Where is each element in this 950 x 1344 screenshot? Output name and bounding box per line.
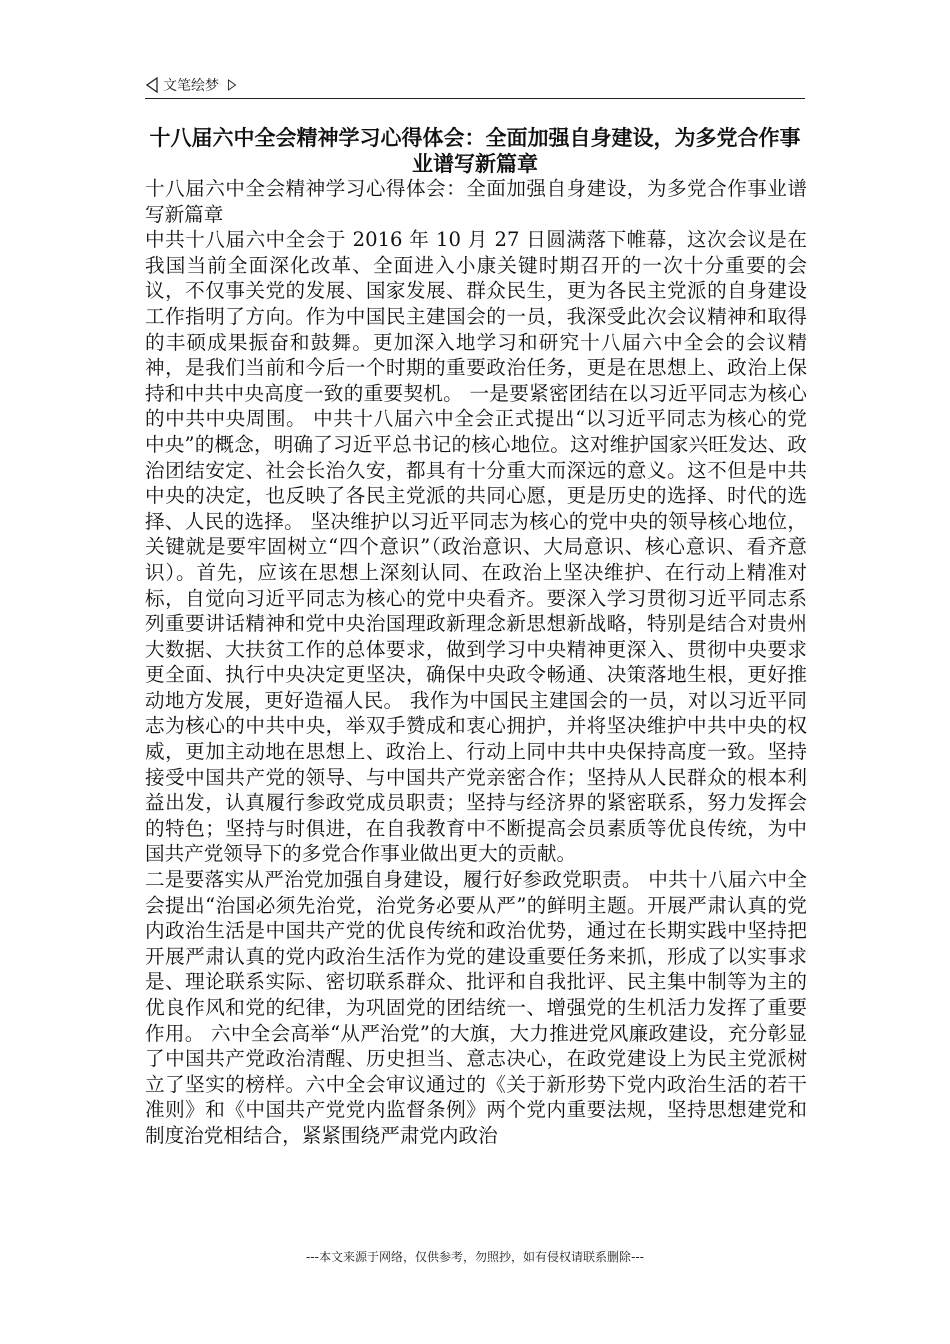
triangle-left-icon: [145, 77, 159, 93]
header-brand: [145, 75, 237, 95]
page-footer: ---本文来源于网络，仅供参考，勿照抄，如有侵权请联系删除---: [306, 1250, 644, 1264]
body-paragraph: 二是要落实从严治党加强自身建设，履行好参政党职责。 中共十八届六中全会提出“治国必须先治党，治党务必要从严”的鲜明主题。开展严肃认真的党内政治生活是中国共产党的优良传统和政治优势，通过在长期实践中坚持把开展严肃认真的党内政治生活作为党的建设重要任务来抓，形成了以实事求是、理论联系实际、密切联系群众、批评和自我批评、民主集中制等为主的优良作风和党的纪律，为巩固党的团结统一、增强党的生机活力发挥了重要作用。 六中全会高举“从严治党”的大旗，大力推进党风廉政建设，充分彰显了中国共产党政治清醒、历史担当、意志决心，在政党建设上为民主党派树立了坚实的榜样。六中全会审议通过的《关于新形势下党内政治生活的若干准则》和《中国共产党党内监督条例》两个党内重要法规，坚持思想建党和制度治党相结合，紧紧围绕严肃党内政治: [145, 868, 807, 1147]
body-paragraph: 十八届六中全会精神学习心得体会：全面加强自身建设，为多党合作事业谱写新篇章: [145, 177, 807, 226]
page-header: [145, 72, 805, 99]
document-body: [145, 176, 807, 1149]
brand-name: 文笔绘梦: [163, 78, 219, 94]
document-title: 十八届六中全会精神学习心得体会：全面加强自身建设，为多党合作事业谱写新篇章: [149, 125, 801, 176]
body-paragraph: 中共十八届六中全会于 2016 年 10 月 27 日圆满落下帷幕，这次会议是在我国当前全面深化改革、全面进入小康关键时期召开的一次十分重要的会议，不仅事关党的发展、国家发展、群众民生，更为各民主党派的自身建设工作指明了方向。作为中国民主建国会的一员，我深受此次会议精神和取得的丰硕成果振奋和鼓舞。更加深入地学习和研究十八届六中全会的会议精神，是我们当前和今后一个时期的重要政治任务，更是在思想上、政治上保持和中共中央高度一致的重要契机。 一是要紧密团结在以习近平同志为核心的中共中央周围。 中共十八届六中全会正式提出“以习近平同志为核心的党中央”的概念，明确了习近平总书记的核心地位。这对维护国家兴旺发达、政治团结安定、社会长治久安，都具有十分重大而深远的意义。这不但是中共中央的决定，也反映了各民主党派的共同心愿，更是历史的选择、时代的选择、人民的选择。 坚决维护以习近平同志为核心的党中央的领导核心地位，关键就是要牢固树立“四个意识”（政治意识、大局意识、核心意识、看齐意识）。首先，应该在思想上深刻认同、在政治上坚决维护、在行动上精准对标，自觉向习近平同志为核心的党中央看齐。要深入学习贯彻习近平同志系列重要讲话精神和党中央治国理政新理念新思想新战略，特别是结合对贵州大数据、大扶贫工作的总体要求，做到学习中央精神更深入、贯彻中央要求更全面、执行中央决定更坚决，确保中央政令畅通、决策落地生根，更好推动地方发展，更好造福人民。 我作为中国民主建国会的一员，对以习近平同志为核心的中共中央，举双手赞成和衷心拥护，并将坚决维护中共中央的权威，更加主动地在思想上、政治上、行动上同中共中央保持高度一致。坚持接受中国共产党的领导、与中国共产党亲密合作；坚持从人民群众的根本利益出发，认真履行参政党成员职责；坚持与经济界的紧密联系，努力发挥会的特色；坚持与时俱进，在自我教育中不断提高会员素质等优良传统，为中国共产党领导下的多党合作事业做出更大的贡献。: [145, 228, 807, 866]
triangle-right-icon: [227, 79, 237, 91]
